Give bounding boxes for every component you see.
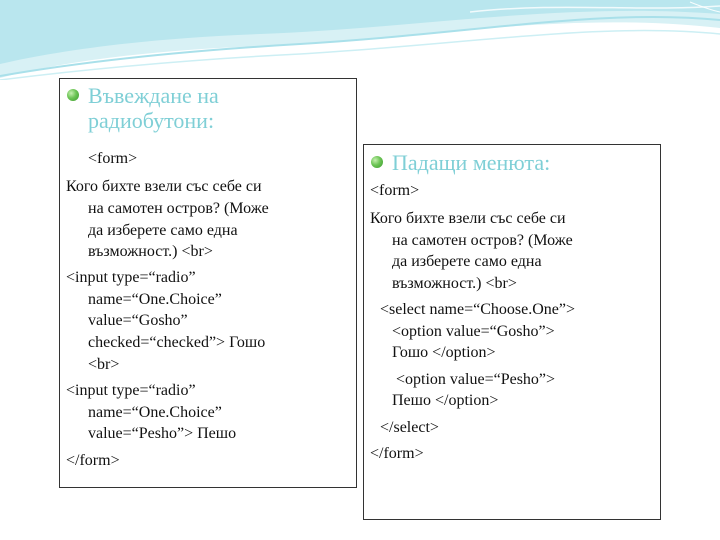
code-line: на самотен остров? (Може (392, 232, 573, 249)
code-line: </form> (370, 445, 424, 462)
header-wave-decoration (0, 0, 720, 80)
code-line: Кого бихте взели със себе си (370, 210, 566, 227)
code-line: Кого бихте взели със себе си (66, 178, 262, 195)
code-line: <form> (370, 182, 420, 199)
code-line: на самотен остров? (Може (88, 200, 269, 217)
dropdown-menus-panel (363, 144, 661, 520)
code-line: <form> (88, 150, 138, 167)
code-line: </form> (66, 452, 120, 469)
code-line: възможност.) <br> (88, 243, 213, 260)
bullet-icon (67, 89, 79, 101)
code-line: name=“One.Choice” (88, 291, 222, 308)
heading-line-1: Въвеждане на (88, 83, 219, 108)
code-line: Пешо </option> (392, 392, 499, 409)
code-line: </select> (380, 419, 439, 436)
code-line: Гошо </option> (392, 344, 496, 361)
code-line: <option value=“Gosho”> (392, 323, 555, 340)
code-line: checked=“checked”> Гошо (88, 334, 266, 351)
bullet-icon (371, 156, 383, 168)
code-line: възможност.) <br> (392, 275, 517, 292)
code-line: <option value=“Pesho”> (396, 371, 556, 388)
radio-buttons-panel (59, 78, 357, 488)
code-line: да изберете само една (392, 253, 542, 270)
code-line: <input type=“radio” (66, 382, 196, 399)
heading-line: Падащи менюта: (392, 150, 551, 175)
code-line: value=“Pesho”> Пешо (88, 425, 237, 442)
code-line: <input type=“radio” (66, 269, 196, 286)
code-line: да изберете само една (88, 222, 238, 239)
heading-line-2: радиобутони: (88, 108, 215, 133)
code-line: value=“Gosho” (88, 312, 188, 329)
code-line: <select name=“Choose.One”> (380, 301, 575, 318)
code-line: <br> (88, 356, 120, 373)
code-line: name=“One.Choice” (88, 404, 222, 421)
